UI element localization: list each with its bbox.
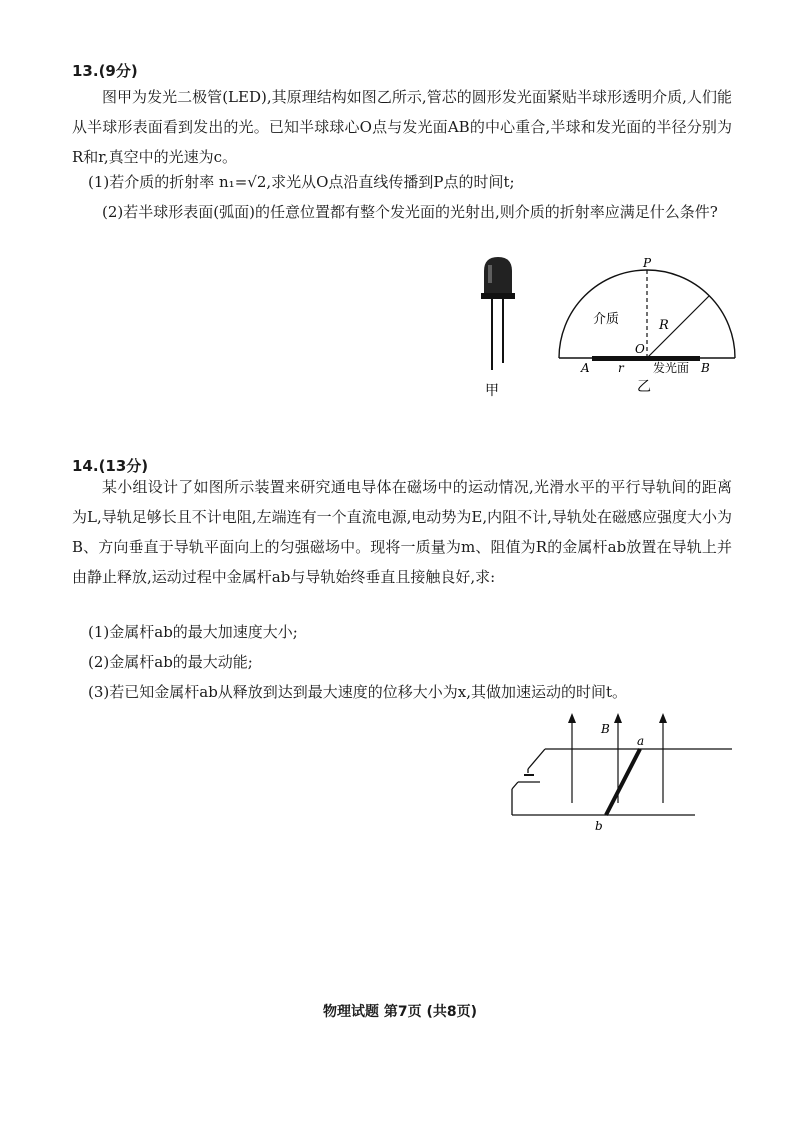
question-13-heading: 13.(9分) bbox=[72, 62, 138, 80]
led-figure bbox=[470, 255, 530, 400]
figure-yi-caption: 乙 bbox=[637, 379, 651, 395]
question-13-part-1: (1)若介质的折射率 n₁=√2,求光从O点沿直线传播到P点的时间t; bbox=[88, 173, 515, 191]
rail-figure bbox=[500, 705, 740, 840]
led-rim bbox=[481, 293, 515, 299]
label-medium: 介质 bbox=[593, 312, 620, 327]
field-arrowhead-1 bbox=[568, 713, 576, 723]
question-14-intro: 某小组设计了如图所示装置来研究通电导体在磁场中的运动情况,光滑水平的平行导轨间的距离为L,导轨足够长且不计电阻,左端连有一个直流电源,电动势为E,内阻不计,导轨处在磁感应强度大小为B、方向垂直于导轨平面向上的匀强磁场中。现将一质量为m、阻值为R的金属杆ab放置在导轨上并由静止释放,运动过程中金属杆ab与导轨始终垂直且接触良好,求: bbox=[72, 478, 732, 586]
wire-source-bottom bbox=[512, 782, 518, 789]
label-rod-b: b bbox=[595, 819, 603, 833]
question-13-part-2: (2)若半球形表面(弧面)的任意位置都有整个发光面的光射出,则介质的折射率应满足什么条件? bbox=[102, 203, 718, 221]
label-r-small: r bbox=[618, 361, 624, 375]
field-arrowhead-2 bbox=[614, 713, 622, 723]
label-b: B bbox=[701, 361, 710, 375]
label-o: O bbox=[635, 342, 645, 356]
figure-jia-caption: 甲 bbox=[485, 383, 499, 399]
question-14-heading: 14.(13分) bbox=[72, 457, 149, 475]
label-r-big: R bbox=[659, 318, 669, 333]
label-a: A bbox=[581, 361, 590, 375]
label-rod-a: a bbox=[637, 734, 645, 748]
question-13-intro: 图甲为发光二极管(LED),其原理结构如图乙所示,管芯的圆形发光面紧贴半球形透明介质,人们能从半球形表面看到发出的光。已知半球球心O点与发光面AB的中心重合,半球和发光面的半径分别为R和r,真空中的光速为c。 bbox=[72, 88, 732, 166]
label-emitting-surface: 发光面 bbox=[653, 361, 690, 375]
page-footer: 物理试题 第7页 (共8页) bbox=[322, 1004, 478, 1020]
led-highlight bbox=[488, 265, 492, 283]
field-arrowhead-3 bbox=[659, 713, 667, 723]
hemisphere-figure bbox=[555, 255, 745, 395]
label-p: P bbox=[643, 256, 652, 270]
radius-line bbox=[647, 296, 709, 358]
wire-left-upper bbox=[528, 749, 545, 769]
question-14-part-2: (2)金属杆ab的最大动能; bbox=[88, 653, 253, 671]
metal-rod-ab bbox=[606, 749, 640, 815]
question-14-part-1: (1)金属杆ab的最大加速度大小; bbox=[88, 623, 298, 641]
question-14-part-3: (3)若已知金属杆ab从释放到达到最大速度的位移大小为x,其做加速运动的时间t。 bbox=[88, 683, 628, 701]
label-b-field: B bbox=[601, 722, 610, 736]
